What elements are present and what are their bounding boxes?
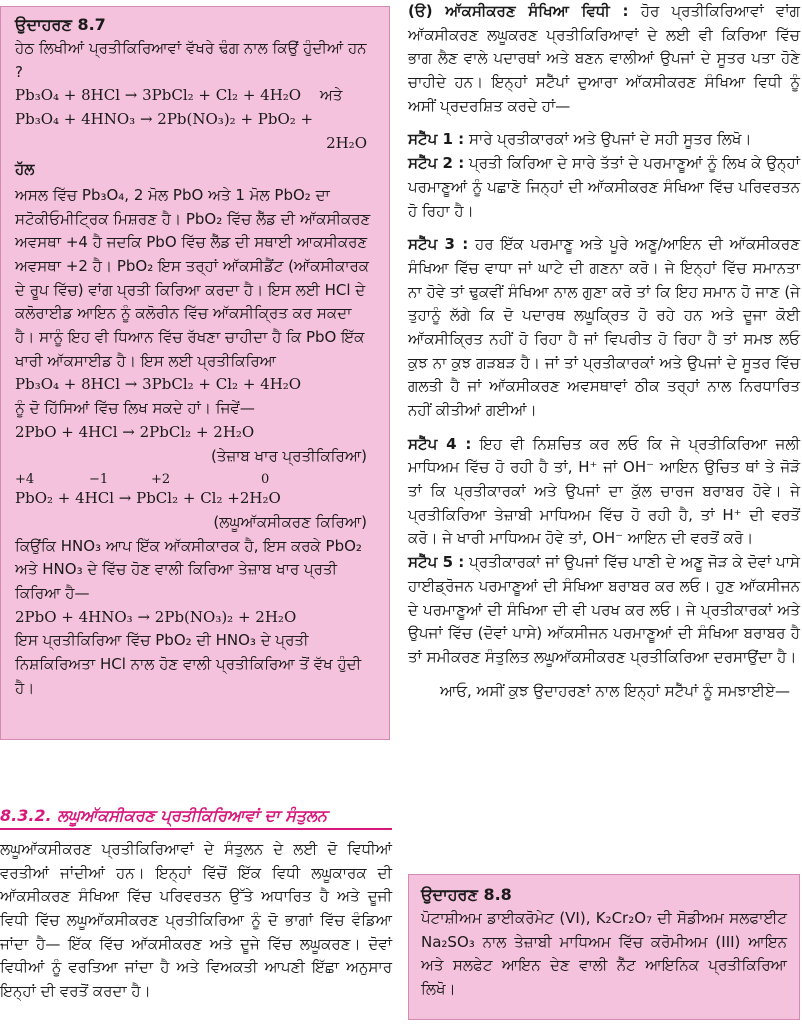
step-label: ਸਟੈੱਪ 4 : xyxy=(408,434,472,453)
equation xyxy=(15,84,375,108)
solution-label: ਹੱਲ xyxy=(15,160,35,179)
solution-paragraph: ਇਸ ਪ੍ਰਤੀਕਿਰਿਆ ਵਿੱਚ PbO₂ ਦੀ HNO₃ ਦੇ ਪ੍ਰਤੀ ਨਿਸ਼ਕਿਰਿਅਤਾ HCl ਨਾਲ ਹੋਣ ਵਾਲੀ ਪ੍ਰਤੀਕਿਰਿਆ ਤੋਂ ਵੱਖ ਹੁੰਦੀ ਹੈ। xyxy=(15,631,362,697)
step-4 xyxy=(408,433,800,551)
example-question: ਹੇਠ ਲਿਖੀਆਂ ਪ੍ਰਤੀਕਿਰਿਆਵਾਂ ਵੱਖਰੇ ਢੰਗ ਨਾਲ ਕਿਉਂ ਹੁੰਦੀਆਂ ਹਨ ? xyxy=(15,39,367,81)
solution-paragraph: ਅਸਲ ਵਿੱਚ Pb₃O₄, 2 ਮੋਲ PbO ਅਤੇ 1 ਮੋਲ PbO₂ ਦਾ ਸਟੋਕੀਓਮੀਟ੍ਰਿਕ ਮਿਸ਼ਰਣ ਹੈ। PbO₂ ਵਿੱਚ ਲੈੱਡ ਦੀ ਆੱਕਸੀਕਰਣ ਅਵਸਥਾ +4 ਹੈ ਜਦਕਿ PbO ਵਿੱਚ ਲੈੱਡ ਦੀ ਸਥਾਈ ਆਕਸੀਕਰਣ ਅਵਸਥਾ +2 ਹੈ। PbO₂ ਇਸ ਤਰ੍ਹਾਂ ਆੱਕਸੀਡੈਂਟ (ਆੱਕਸੀਕਾਰਕ ਦੇ ਰੂਪ ਵਿੱਚ) ਵਾਂਗ ਪ੍ਰਤੀ ਕਿਰਿਆ ਕਰਦਾ ਹੈ। ਇਸ ਲਈ HCl ਦੇ ਕਲੋਰਾਈਡ ਆਇਨ ਨੂੰ ਕਲੋਰੀਨ ਵਿੱਚ ਆੱਕਸੀਕ੍ਰਿਤ ਕਰ ਸਕਦਾ ਹੈ। ਸਾਨੂੰ ਇਹ ਵੀ ਧਿਆਨ ਵਿੱਚ ਰੱਖਣਾ ਚਾਹੀਦਾ ਹੈ ਕਿ PbO ਇੱਕ ਖਾਰੀ ਆੱਕਸਾਈਡ ਹੈ। ਇਸ ਲਈ ਪ੍ਰਤੀਕਿਰਿਆ xyxy=(15,185,371,370)
oxidation-states xyxy=(15,472,375,487)
oxidation-state: +4 xyxy=(15,472,35,488)
method-text: ਹੋਰ ਪ੍ਰਤੀਕਿਰਿਆਵਾਂ ਵਾਂਗ ਆੱਕਸੀਕਰਣ ਲਘੂਕਰਣ ਪ੍ਰਤੀਕਿਰਿਆਵਾਂ ਦੇ ਲਈ ਵੀ ਕਿਰਿਆ ਵਿੱਚ ਭਾਗ ਲੈਣ ਵਾਲੇ ਪਦਾਰਥਾਂ ਅਤੇ ਬਣਨ ਵਾਲੀਆਂ ਉਪਜਾਂ ਦੇ ਸੂਤਰ ਪਤਾ ਹੋਣੇ ਚਾਹੀਦੇ ਹਨ। ਇਨ੍ਹਾਂ ਸਟੈੱਪਾਂ ਦੁਆਰਾ ਆੱਕਸੀਕਰਣ ਸੰਖਿਆ ਵਿਧੀ ਨੂੰ ਅਸੀਂ ਪ੍ਰਦਰਸ਼ਿਤ ਕਰਦੇ ਹਾਂ— xyxy=(408,2,800,115)
step-label: ਸਟੈੱਪ 3 : xyxy=(408,235,469,254)
solution-paragraph: ਕਿਉਂਕਿ HNO₃ ਆਪ ਇੱਕ ਆੱਕਸੀਕਾਰਕ ਹੈ, ਇਸ ਕਰਕੇ PbO₂ ਅਤੇ HNO₃ ਦੇ ਵਿੱਚ ਹੋਣ ਵਾਲੀ ਕਿਰਿਆ ਤੇਜ਼ਾਬ ਖਾਰ ਪ੍ਰਤੀ ਕਿਰਿਆ ਹੈ— xyxy=(15,536,362,602)
example-title: ਉਦਾਹਰਣ 8.8 xyxy=(421,885,512,904)
oxidation-state: +2 xyxy=(151,472,171,488)
equation: 2PbO + 4HNO₃ → 2Pb(NO₃)₂ + 2H₂O xyxy=(15,607,297,626)
step-text: ਸਾਰੇ ਪ੍ਰਤੀਕਾਰਕਾਂ ਅਤੇ ਉਪਜਾਂ ਦੇ ਸਹੀ ਸੂਤਰ ਲਿਖੋ। xyxy=(468,130,752,149)
conjunction: ਅਤੇ xyxy=(319,86,343,105)
step-3 xyxy=(408,233,800,423)
step-text: ਪ੍ਰਤੀਕਾਰਕਾਂ ਜਾਂ ਉਪਜਾਂ ਵਿੱਚ ਪਾਣੀ ਦੇ ਅਣੂ ਜੋੜ ਕੇ ਦੋਵਾਂ ਪਾਸੇ ਹਾਈਡ੍ਰੋਜਨ ਪਰਮਾਣੂਆਂ ਦੀ ਸੰਖਿਆ ਬਰਾਬਰ ਕਰ ਲਓ। ਹੁਣ ਆੱਕਸੀਜਨ ਦੇ ਪਰਮਾਣੂਆਂ ਦੀ ਸੰਖਿਆ ਦੀ ਵੀ ਪਰਖ ਕਰ ਲਓ। ਜੇ ਪ੍ਰਤੀਕਾਰਕਾਂ ਅਤੇ ਉਪਜਾਂ ਵਿੱਚ (ਦੋਵਾਂ ਪਾਸੇ) ਆੱਕਸੀਜਨ ਪਰਮਾਣੂਆਂ ਦੀ ਸੰਖਿਆ ਬਰਾਬਰ ਹੈ ਤਾਂ ਸਮੀਕਰਣ ਸੰਤੁਲਿਤ ਲਘੂਆੱਕਸੀਕਰਣ ਪ੍ਰਤੀਕਿਰਿਆ ਦਰਸਾਉਂਦਾ ਹੈ। xyxy=(408,553,800,666)
step-label: ਸਟੈੱਪ 1 : xyxy=(408,130,465,149)
example-8-7-box xyxy=(0,6,390,740)
section-heading: 8.3.2. ਲਘੂਆੱਕਸੀਕਰਣ ਪ੍ਰਤੀਕਿਰਿਆਵਾਂ ਦਾ ਸੰਤੁਲਨ xyxy=(0,806,392,830)
example-title: ਉਦਾਹਰਣ 8.7 xyxy=(15,15,106,34)
oxidation-state: 0 xyxy=(261,472,270,488)
right-column xyxy=(408,0,800,999)
section-paragraph: ਲਘੂਆੱਕਸੀਕਰਣ ਪ੍ਰਤੀਕਿਰਿਆਵਾਂ ਦੇ ਸੰਤੁਲਨ ਦੇ ਲਈ ਦੋ ਵਿਧੀਆਂ ਵਰਤੀਆਂ ਜਾਂਦੀਆਂ ਹਨ। ਇਨ੍ਹਾਂ ਵਿੱਚੋਂ ਇੱਕ ਵਿਧੀ ਲਘੂਕਾਰਕ ਦੀ ਆੱਕਸੀਕਰਣ ਸੰਖਿਆ ਵਿੱਚ ਪਰਿਵਰਤਨ ਉੱਤੇ ਅਧਾਰਿਤ ਹੈ ਅਤੇ ਦੂਜੀ ਵਿਧੀ ਵਿੱਚ ਲਘੂਆੱਕਸੀਕਰਣ ਪ੍ਰਤੀਕਿਰਿਆ ਨੂੰ ਦੋ ਭਾਗਾਂ ਵਿੱਚ ਵੰਡਿਆ ਜਾਂਦਾ ਹੈ— ਇੱਕ ਵਿੱਚ ਆੱਕਸੀਕਰਣ ਅਤੇ ਦੂਜੇ ਵਿੱਚ ਲਘੂਕਰਣ। ਦੋਵਾਂ ਵਿਧੀਆਂ ਨੂੰ ਵਰਤਿਆ ਜਾਂਦਾ ਹੈ ਅਤੇ ਵਿਅਕਤੀ ਆਪਣੀ ਇੱਛਾ ਅਨੁਸਾਰ ਇਨ੍ਹਾਂ ਦੀ ਵਰਤੋਂ ਕਰਦਾ ਹੈ। xyxy=(0,840,392,1001)
solution-paragraph: ਨੂੰ ਦੋ ਹਿੱਸਿਆਂ ਵਿੱਚ ਲਿਖ ਸਕਦੇ ਹਾਂ। ਜਿਵੇਂ— xyxy=(15,399,255,418)
method-label: (ੳ) ਆੱਕਸੀਕਰਣ ਸੰਖਿਆ ਵਿਧੀ : xyxy=(408,2,629,20)
example-8-8-box xyxy=(408,874,800,1020)
step-1 xyxy=(408,128,800,152)
step-2 xyxy=(408,152,800,223)
equation-label: (ਲਘੂਆੱਕਸੀਕਰਣ ਕਿਰਿਆ) xyxy=(213,512,367,531)
step-label: ਸਟੈੱਪ 2 : xyxy=(408,154,465,173)
section-body xyxy=(0,838,392,1004)
equation: Pb₃O₄ + 8HCl → 3PbCl₂ + Cl₂ + 4H₂O xyxy=(15,375,302,394)
equation: 2PbO + 4HCl → 2PbCl₂ + 2H₂O xyxy=(15,422,255,441)
method-paragraph xyxy=(408,0,800,118)
equation-text: Pb₃O₄ + 8HCl → 3PbCl₂ + Cl₂ + 4H₂O xyxy=(15,86,302,105)
equation-label: (ਤੇਜ਼ਾਬ ਖਾਰ ਪ੍ਰਤੀਕਿਰਿਆ) xyxy=(211,446,367,465)
closing-paragraph: ਆਓ, ਅਸੀਂ ਕੁਝ ਉਦਾਹਰਣਾਂ ਨਾਲ ਇਨ੍ਹਾਂ ਸਟੈੱਪਾਂ ਨੂੰ ਸਮਝਾਈਏ— xyxy=(440,681,791,700)
equation-continuation: 2H₂O xyxy=(326,133,367,152)
step-5 xyxy=(408,551,800,669)
oxidation-state: −1 xyxy=(89,472,109,488)
step-text: ਇਹ ਵੀ ਨਿਸ਼ਚਿਤ ਕਰ ਲਓ ਕਿ ਜੇ ਪ੍ਰਤੀਕਿਰਿਆ ਜਲੀ ਮਾਧਿਅਮ ਵਿੱਚ ਹੋ ਰਹੀ ਹੈ ਤਾਂ, H⁺ ਜਾਂ OH⁻ ਆਇਨ ਉਚਿਤ ਥਾਂ ਤੇ ਜੋੜੋ ਤਾਂ ਕਿ ਪ੍ਰਤੀਕਾਰਕਾਂ ਅਤੇ ਉਪਜਾਂ ਦਾ ਕੁੱਲ ਚਾਰਜ ਬਰਾਬਰ ਹੋਵੇ। ਜੇ ਪ੍ਰਤੀਕਿਰਿਆ ਤੇਜ਼ਾਬੀ ਮਾਧਿਅਮ ਵਿੱਚ ਹੋ ਰਹੀ ਹੈ, ਤਾਂ H⁺ ਦੀ ਵਰਤੋਂ ਕਰੋ। ਜੇ ਖਾਰੀ ਮਾਧਿਅਮ ਹੋਵੇ ਤਾਂ, OH⁻ ਆਇਨ ਦੀ ਵਰਤੋਂ ਕਰੋ। xyxy=(408,434,800,548)
step-text: ਹਰ ਇੱਕ ਪਰਮਾਣੂ ਅਤੇ ਪੂਰੇ ਅਣੂ/ਆਇਨ ਦੀ ਆੱਕਸੀਕਰਣ ਸੰਖਿਆ ਵਿੱਚ ਵਾਧਾ ਜਾਂ ਘਾਟੇ ਦੀ ਗਣਨਾ ਕਰੋ। ਜੇ ਇਨ੍ਹਾਂ ਵਿੱਚ ਸਮਾਨਤਾ ਨਾ ਹੋਵੇ ਤਾਂ ਢੁਕਵੀਂ ਸੰਖਿਆ ਨਾਲ ਗੁਣਾ ਕਰੋ ਤਾਂ ਕਿ ਇਹ ਸਮਾਨ ਹੋ ਜਾਣ (ਜੇ ਤੁਹਾਨੂੰ ਲੱਗੇ ਕਿ ਦੋ ਪਦਾਰਥ ਲਘੂਕ੍ਰਿਤ ਹੋ ਰਹੇ ਹਨ ਅਤੇ ਦੂਜਾ ਕੋਈ ਆੱਕਸੀਕ੍ਰਿਤ ਨਹੀਂ ਹੋ ਰਿਹਾ ਹੈ ਜਾਂ ਵਿਪਰੀਤ ਹੋ ਰਿਹਾ ਹੈ ਤਾਂ ਸਮਝ ਲਓ ਕੁਝ ਨਾ ਕੁਝ ਗੜਬੜ ਹੈ। ਜਾਂ ਤਾਂ ਪ੍ਰਤੀਕਾਰਕਾਂ ਅਤੇ ਉਪਜਾਂ ਦੇ ਸੂਤਰ ਵਿੱਚ ਗਲਤੀ ਹੈ ਜਾਂ ਆੱਕਸੀਕਰਣ ਅਵਸਥਾਵਾਂ ਠੀਕ ਤਰ੍ਹਾਂ ਨਾਲ ਨਿਰਧਾਰਿਤ ਨਹੀਂ ਕੀਤੀਆਂ ਗਈਆਂ। xyxy=(408,235,800,419)
step-label: ਸਟੈੱਪ 5 : xyxy=(408,553,465,572)
step-text: ਪ੍ਰਤੀ ਕਿਰਿਆ ਦੇ ਸਾਰੇ ਤੱਤਾਂ ਦੇ ਪਰਮਾਣੂਆਂ ਨੂੰ ਲਿਖ ਕੇ ਉਨ੍ਹਾਂ ਪਰਮਾਣੂਆਂ ਨੂੰ ਪਛਾਣੋ ਜਿਨ੍ਹਾਂ ਦੀ ਆੱਕਸੀਕਰਣ ਸੰਖਿਆ ਵਿੱਚ ਪਰਿਵਰਤਨ ਹੋ ਰਿਹਾ ਹੈ। xyxy=(408,154,800,220)
equation: Pb₃O₄ + 4HNO₃ → 2Pb(NO₃)₂ + PbO₂ + xyxy=(15,110,314,129)
equation: PbO₂ + 4HCl → PbCl₂ + Cl₂ +2H₂O xyxy=(15,489,281,508)
example-question: ਪੋਟਾਸ਼ੀਅਮ ਡਾਈਕਰੋਮੇਟ (VI), K₂Cr₂O₇ ਦੀ ਸੋਡੀਅਮ ਸਲਫਾਈਟ Na₂SO₃ ਨਾਲ ਤੇਜ਼ਾਬੀ ਮਾਧਿਅਮ ਵਿੱਚ ਕਰੋਮੀਅਮ (III) ਆਇਨ ਅਤੇ ਸਲਫੇਟ ਆਇਨ ਦੇਣ ਵਾਲੀ ਨੈੱਟ ਆਇਨਿਕ ਪ੍ਰਤੀਕਿਰਿਆ ਲਿਖੋ। xyxy=(421,909,787,999)
